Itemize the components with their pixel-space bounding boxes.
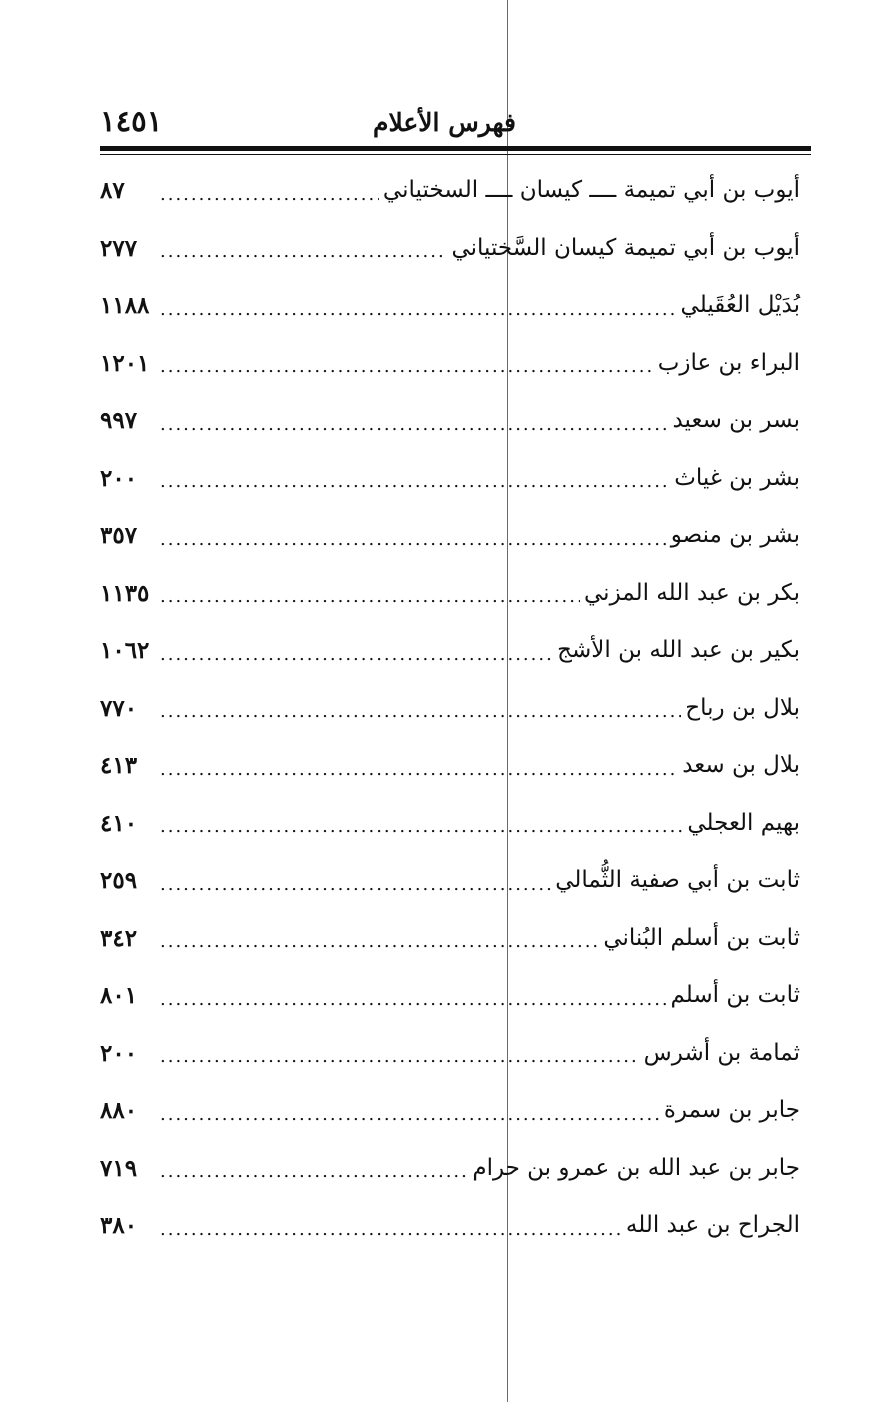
leader-dots <box>160 350 654 376</box>
index-entry <box>100 565 800 623</box>
index-entry <box>100 220 800 278</box>
entry-name: أيوب بن أبي تميمة ــــ كيسان ــــ السختياني <box>382 177 800 204</box>
index-entry <box>100 507 800 565</box>
entry-name: بسر بن سعيد <box>672 407 800 434</box>
index-entry <box>100 1140 800 1198</box>
leader-dots <box>160 983 666 1009</box>
entry-page-number: ٢٠٠ <box>100 464 138 492</box>
page-header <box>100 100 812 144</box>
entry-name: بلال بن سعد <box>682 752 800 779</box>
entry-name: جابر بن عبد الله بن عمرو بن حرام <box>472 1154 800 1181</box>
leader-dots <box>160 638 553 664</box>
index-entry <box>100 1025 800 1083</box>
entry-page-number: ١٢٠١ <box>100 349 150 377</box>
entry-page-number: ٧١٩ <box>100 1154 138 1182</box>
leader-dots <box>160 753 678 779</box>
leader-dots <box>160 1155 468 1181</box>
index-entry <box>100 1197 800 1255</box>
leader-dots <box>160 293 677 319</box>
index-entry <box>100 737 800 795</box>
index-entry <box>100 622 800 680</box>
entry-page-number: ٤١٠ <box>100 809 138 837</box>
leader-dots <box>160 868 551 894</box>
name-index-list <box>100 162 800 1255</box>
entry-page-number: ١١٨٨ <box>100 292 150 320</box>
entry-name: ثمامة بن أشرس <box>643 1039 800 1066</box>
entry-page-number: ٢٧٧ <box>100 234 138 262</box>
index-entry <box>100 392 800 450</box>
leader-dots <box>160 695 681 721</box>
index-entry <box>100 910 800 968</box>
entry-name: ثابت بن أسلم البُناني <box>603 924 800 951</box>
entry-page-number: ٨٠١ <box>100 982 138 1010</box>
entry-name: بشر بن غياث <box>674 464 800 491</box>
leader-dots <box>160 810 683 836</box>
entry-name: جابر بن سمرة <box>663 1097 800 1124</box>
entry-name: ثابت بن أبي صفية الثُّمالي <box>555 867 800 894</box>
entry-page-number: ١١٣٥ <box>100 579 150 607</box>
index-entry <box>100 162 800 220</box>
leader-dots <box>160 523 667 549</box>
entry-name: البراء بن عازب <box>657 349 800 376</box>
index-entry <box>100 795 800 853</box>
entry-page-number: ٤١٣ <box>100 752 138 780</box>
leader-dots <box>160 408 668 434</box>
header-rule-thin <box>100 154 811 155</box>
entry-name: بهيم العجلي <box>687 809 800 836</box>
entry-page-number: ٢٥٩ <box>100 867 138 895</box>
index-entry <box>100 1082 800 1140</box>
index-entry <box>100 450 800 508</box>
entry-page-number: ٣٤٢ <box>100 924 138 952</box>
entry-name: بلال بن رباح <box>685 694 800 721</box>
entry-page-number: ١٠٦٢ <box>100 637 150 665</box>
entry-name: أيوب بن أبي تميمة كيسان السَّختياني <box>451 234 800 261</box>
entry-name: بشر بن منصو <box>670 522 800 549</box>
leader-dots <box>160 465 670 491</box>
header-rule-thick <box>100 146 811 151</box>
entry-name: بكر بن عبد الله المزني <box>584 579 800 606</box>
index-entry <box>100 277 800 335</box>
leader-dots <box>160 235 447 261</box>
entry-name: الجراح بن عبد الله <box>625 1212 800 1239</box>
entry-page-number: ٣٥٧ <box>100 522 138 550</box>
entry-name: بُدَيْل العُقَيلي <box>680 292 800 319</box>
entry-page-number: ٨٧ <box>100 177 125 205</box>
index-entry <box>100 967 800 1025</box>
leader-dots <box>160 925 599 951</box>
entry-page-number: ٨٨٠ <box>100 1097 138 1125</box>
entry-page-number: ٢٠٠ <box>100 1039 138 1067</box>
index-entry <box>100 852 800 910</box>
leader-dots <box>160 1040 640 1066</box>
index-entry <box>100 680 800 738</box>
entry-page-number: ٣٨٠ <box>100 1212 138 1240</box>
leader-dots <box>160 580 580 606</box>
index-entry <box>100 335 800 393</box>
entry-name: ثابت بن أسلم <box>670 982 800 1009</box>
entry-page-number: ٩٩٧ <box>100 407 138 435</box>
leader-dots <box>160 178 379 204</box>
page-number: ١٤٥١ <box>100 104 163 138</box>
page-title: فهرس الأعلام <box>372 108 516 137</box>
entry-page-number: ٧٧٠ <box>100 694 138 722</box>
entry-name: بكير بن عبد الله بن الأشج <box>557 637 800 664</box>
leader-dots <box>160 1213 622 1239</box>
leader-dots <box>160 1098 660 1124</box>
